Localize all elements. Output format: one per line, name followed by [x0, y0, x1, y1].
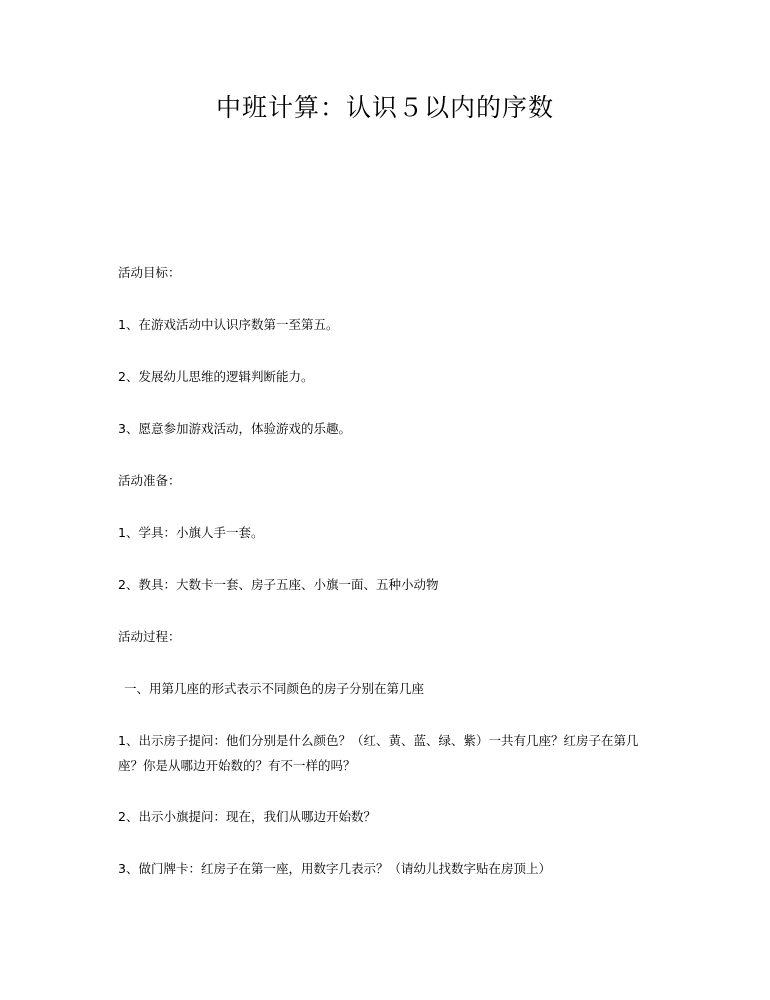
goal-item-3: 3、愿意参加游戏活动，体验游戏的乐趣。 [118, 421, 351, 436]
process-item-2: 2、出示小旗提问：现在，我们从哪边开始数？ [118, 809, 376, 824]
goal-item-2: 2、发展幼儿思维的逻辑判断能力。 [118, 369, 314, 384]
goal-item-1: 1、在游戏活动中认识序数第一至第五。 [118, 317, 339, 332]
process-step-heading: 一、用第几座的形式表示不同颜色的房子分别在第几座 [124, 681, 425, 696]
preparation-item-2: 2、教具：大数卡一套、房子五座、小旗一面、五种小动物 [118, 577, 439, 592]
page-title: 中班计算：认识５以内的序数 [215, 93, 554, 122]
preparation-item-1: 1、学具：小旗人手一套。 [118, 525, 264, 540]
process-item-3: 3、做门牌卡：红房子在第一座，用数字几表示？（请幼儿找数字贴在房顶上） [118, 861, 551, 876]
section-heading-goals: 活动目标： [118, 265, 181, 280]
section-heading-preparation: 活动准备： [118, 473, 181, 488]
process-item-1: 1、出示房子提问：他们分别是什么颜色？（红、黄、蓝、绿、紫）一共有几座？红房子在第几座？你是从哪边开始数的？有不一样的吗？ [118, 733, 639, 773]
section-heading-process: 活动过程： [118, 629, 181, 644]
